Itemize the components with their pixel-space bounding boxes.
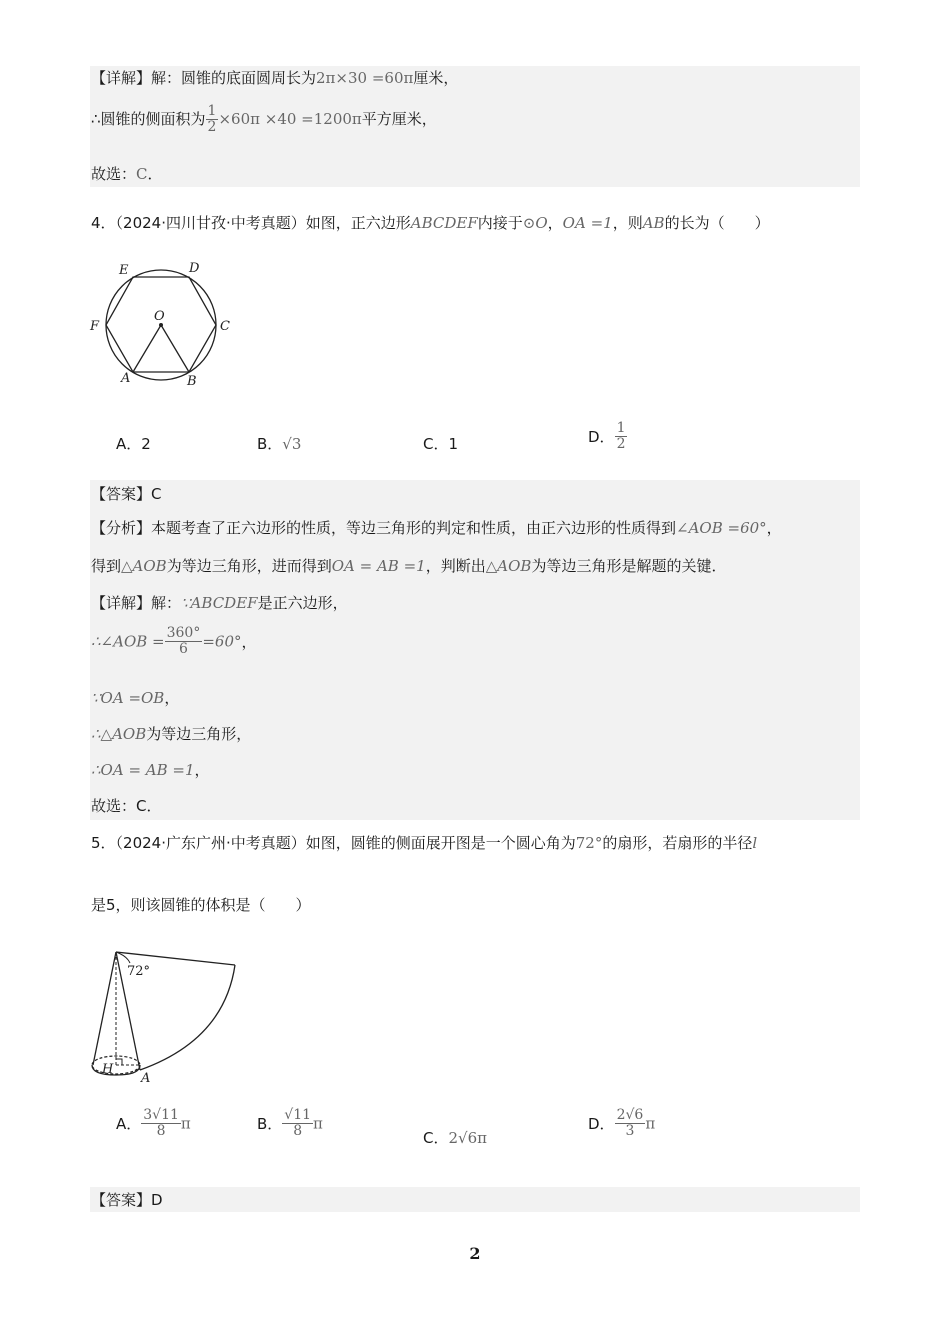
q4-stem: 4．（2024·四川甘孜·中考真题）如图，正六边形ABCDEF内接于⊙O，OA =1，则AB的长为（ ） [91,214,770,232]
q5-option-c: C．2√6π [423,1129,487,1147]
page-number: 2 [469,1244,481,1263]
right-angle-mark [116,1059,122,1065]
q5-option-b: B． $\frac{√11}{8}$ π [257,1107,323,1139]
q4-detail-line6: 故选：C． [91,797,162,815]
q4-option-b: B．√3 [257,435,302,453]
fraction: $\frac{1}{2}$ [616,420,626,452]
label-angle: 72° [127,964,151,979]
q3-detail-line2: ∴圆锥的侧面积为 $\frac{1}{2}$ ×60π ×40 =1200π平方厘米， [91,103,437,135]
fraction: $\frac{3√11}{8}$ [143,1107,179,1139]
label-f: F [90,319,100,334]
segment-oa [133,325,161,372]
q4-option-d: D． $\frac{1}{2}$ [588,420,626,452]
q5-option-a: A． $\frac{3√11}{8}$ π [116,1107,191,1139]
q4-detail-line5: ∴OA = AB =1， [91,761,210,779]
fraction: $\frac{360^\circ}{6}$ [166,625,201,657]
q3-detail-line3: 故选：C． [91,165,163,183]
q5-option-d: D． $\frac{2√6}{3}$ π [588,1107,656,1139]
label-h: H [102,1062,114,1077]
q5-stem-line1: 5．（2024·广东广州·中考真题）如图，圆锥的侧面展开图是一个圆心角为72°的扇形，若扇形的半径l [91,834,758,852]
q4-detail-line3: ∵OA =OB， [91,689,180,707]
label-a: A [121,371,131,386]
label-d: D [189,261,200,276]
q4-detail-line4: ∴△AOB为等边三角形， [91,725,252,743]
label-b: B [187,374,197,389]
segment-ob [161,325,189,372]
fraction: $\frac{2√6}{3}$ [616,1107,644,1139]
q3-detail-line1: 【详解】解：圆锥的底面圆周长为2π×30 =60π厘米， [91,69,459,87]
sector-arc [140,965,235,1070]
q4-detail-line2: ∴∠AOB = $\frac{360^\circ}{6}$ =60°， [91,625,257,657]
q5-answer-block [90,1187,860,1212]
q4-analysis-line2: 得到△AOB为等边三角形，进而得到OA = AB =1，判断出△AOB为等边三角形是解题的关键． [91,557,727,575]
label-e: E [119,263,129,278]
q4-detail-line1: 【详解】解：∵ABCDEF是正六边形， [91,594,348,612]
label-a: A [141,1071,151,1086]
q4-answer: 【答案】C [91,485,162,503]
label-o: O [154,309,165,324]
cone-figure [86,945,241,1090]
q4-analysis-line1: 【分析】本题考查了正六边形的性质，等边三角形的判定和性质，由正六边形的性质得到∠AOB =60°， [91,519,782,537]
label-c: C [220,319,230,334]
fraction: $\frac{√11}{8}$ [284,1107,312,1139]
fraction: $\frac{1}{2}$ [207,103,217,135]
q5-answer: 【答案】D [91,1191,163,1209]
q4-option-a: A．2 [116,435,151,453]
hexagon-figure [86,256,236,391]
q4-option-c: C．1 [423,435,459,453]
q5-stem-line2: 是5，则该圆锥的体积是（ ） [91,896,311,914]
cone-left-edge [93,952,116,1065]
